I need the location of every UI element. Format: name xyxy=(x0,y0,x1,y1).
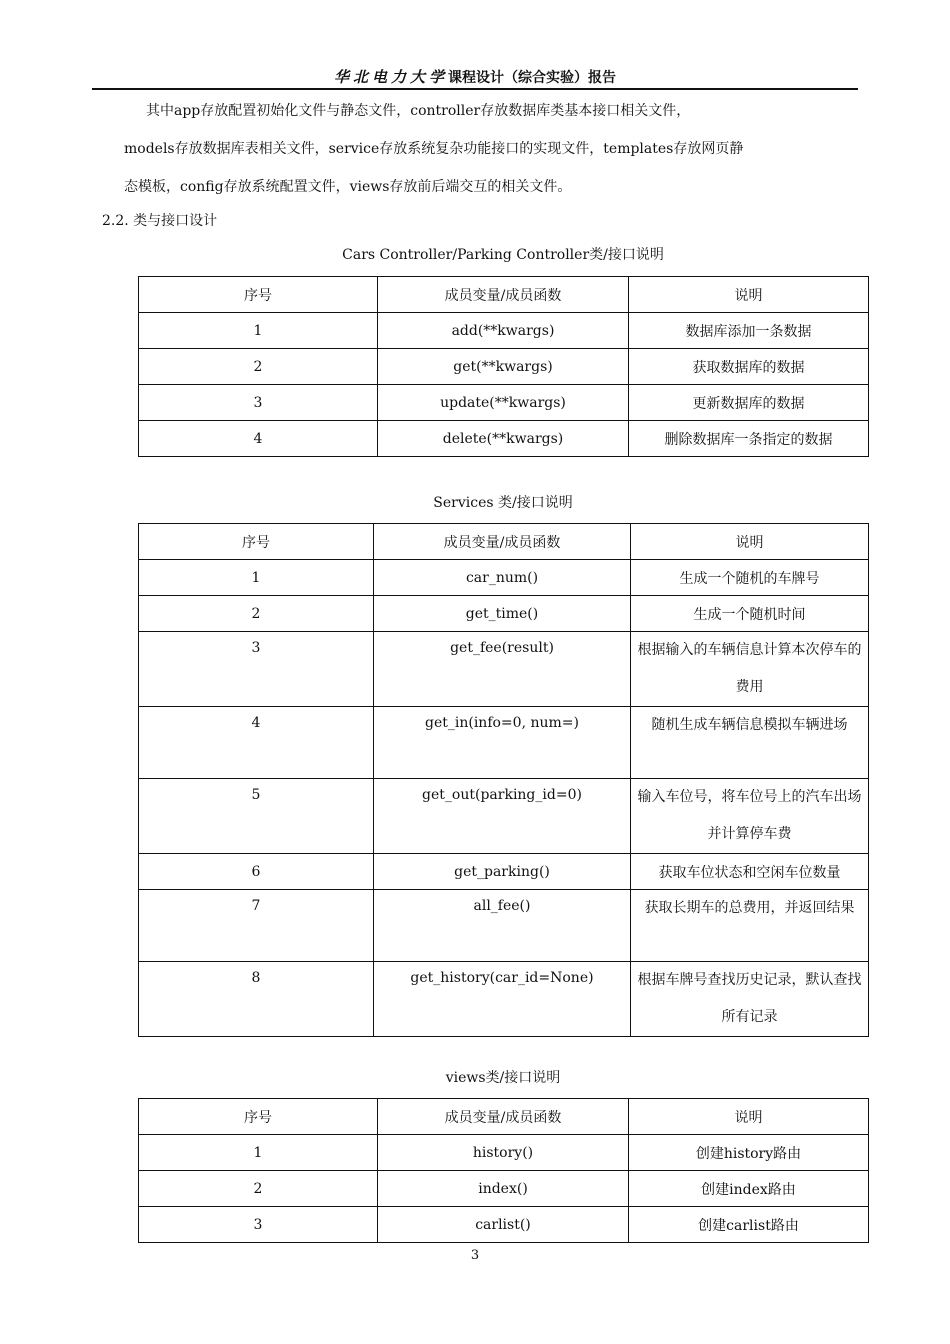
table-row xyxy=(139,890,869,962)
description: 创建index路由 xyxy=(629,1171,869,1207)
member-function: get_parking() xyxy=(374,854,631,890)
table-caption: views类/接口说明 xyxy=(445,1070,561,1086)
description: 根据车牌号查找历史记录，默认查找所有记录 xyxy=(631,962,869,1037)
table-caption: Cars Controller/Parking Controller类/接口说明 xyxy=(342,247,664,263)
row-index: 4 xyxy=(139,707,374,779)
member-function: get_in(info=0, num=) xyxy=(374,707,631,779)
table-row xyxy=(139,349,869,385)
header-cell: 成员变量/成员函数 xyxy=(378,1099,629,1135)
member-function: add(**kwargs) xyxy=(378,313,629,349)
member-function: delete(**kwargs) xyxy=(378,421,629,457)
description: 输入车位号，将车位号上的汽车出场并计算停车费 xyxy=(631,779,869,854)
table-caption: Services 类/接口说明 xyxy=(433,495,573,511)
member-function: history() xyxy=(378,1135,629,1171)
table-row xyxy=(139,313,869,349)
header-cell: 说明 xyxy=(629,1099,869,1135)
member-function: index() xyxy=(378,1171,629,1207)
row-index: 1 xyxy=(139,313,378,349)
table-row xyxy=(139,1135,869,1171)
row-index: 3 xyxy=(139,1207,378,1243)
description: 删除数据库一条指定的数据 xyxy=(629,421,869,457)
header-cell: 序号 xyxy=(139,524,374,560)
description: 生成一个随机时间 xyxy=(631,596,869,632)
row-index: 5 xyxy=(139,779,374,854)
table-row xyxy=(139,707,869,779)
table-row xyxy=(139,854,869,890)
row-index: 2 xyxy=(139,1171,378,1207)
description: 创建carlist路由 xyxy=(629,1207,869,1243)
description: 根据输入的车辆信息计算本次停车的费用 xyxy=(631,632,869,707)
member-function: get_fee(result) xyxy=(374,632,631,707)
views-table xyxy=(138,1098,869,1243)
row-index: 8 xyxy=(139,962,374,1037)
member-function: get_out(parking_id=0) xyxy=(374,779,631,854)
table-header-row xyxy=(139,524,869,560)
table-row xyxy=(139,1207,869,1243)
description: 生成一个随机的车牌号 xyxy=(631,560,869,596)
table-row xyxy=(139,385,869,421)
header-cell: 说明 xyxy=(631,524,869,560)
description: 获取数据库的数据 xyxy=(629,349,869,385)
row-index: 7 xyxy=(139,890,374,962)
member-function: get_time() xyxy=(374,596,631,632)
row-index: 3 xyxy=(139,385,378,421)
row-index: 2 xyxy=(139,349,378,385)
member-function: carlist() xyxy=(378,1207,629,1243)
description: 创建history路由 xyxy=(629,1135,869,1171)
page-number: 3 xyxy=(470,1248,480,1263)
header-cell: 说明 xyxy=(629,277,869,313)
report-title: 课程设计（综合实验）报告 xyxy=(448,70,616,86)
row-index: 3 xyxy=(139,632,374,707)
description: 数据库添加一条数据 xyxy=(629,313,869,349)
table-row xyxy=(139,596,869,632)
table-row xyxy=(139,1171,869,1207)
table-row xyxy=(139,962,869,1037)
description: 随机生成车辆信息模拟车辆进场 xyxy=(631,707,869,779)
member-function: car_num() xyxy=(374,560,631,596)
member-function: update(**kwargs) xyxy=(378,385,629,421)
row-index: 1 xyxy=(139,560,374,596)
page-header xyxy=(92,66,858,90)
body-paragraph-line-1: 其中app存放配置初始化文件与静态文件，controller存放数据库类基本接口相关文件， xyxy=(146,103,691,119)
row-index: 6 xyxy=(139,854,374,890)
table-row xyxy=(139,421,869,457)
description: 获取车位状态和空闲车位数量 xyxy=(631,854,869,890)
description: 获取长期车的总费用，并返回结果 xyxy=(631,890,869,962)
row-index: 4 xyxy=(139,421,378,457)
section-heading: 2.2. 类与接口设计 xyxy=(102,213,218,229)
row-index: 2 xyxy=(139,596,374,632)
body-paragraph-line-3: 态模板，config存放系统配置文件，views存放前后端交互的相关文件。 xyxy=(124,179,572,195)
header-cell: 序号 xyxy=(139,277,378,313)
row-index: 1 xyxy=(139,1135,378,1171)
controller-table xyxy=(138,276,869,457)
table-row xyxy=(139,779,869,854)
member-function: get(**kwargs) xyxy=(378,349,629,385)
table-header-row xyxy=(139,277,869,313)
header-cell: 序号 xyxy=(139,1099,378,1135)
services-table xyxy=(138,523,869,1037)
header-cell: 成员变量/成员函数 xyxy=(374,524,631,560)
university-logo-text: 华北电力大学 xyxy=(333,68,448,86)
description: 更新数据库的数据 xyxy=(629,385,869,421)
header-cell: 成员变量/成员函数 xyxy=(378,277,629,313)
table-row xyxy=(139,560,869,596)
table-header-row xyxy=(139,1099,869,1135)
table-row xyxy=(139,632,869,707)
body-paragraph-line-2: models存放数据库表相关文件，service存放系统复杂功能接口的实现文件，templates存放网页静 xyxy=(124,141,744,157)
member-function: get_history(car_id=None) xyxy=(374,962,631,1037)
member-function: all_fee() xyxy=(374,890,631,962)
